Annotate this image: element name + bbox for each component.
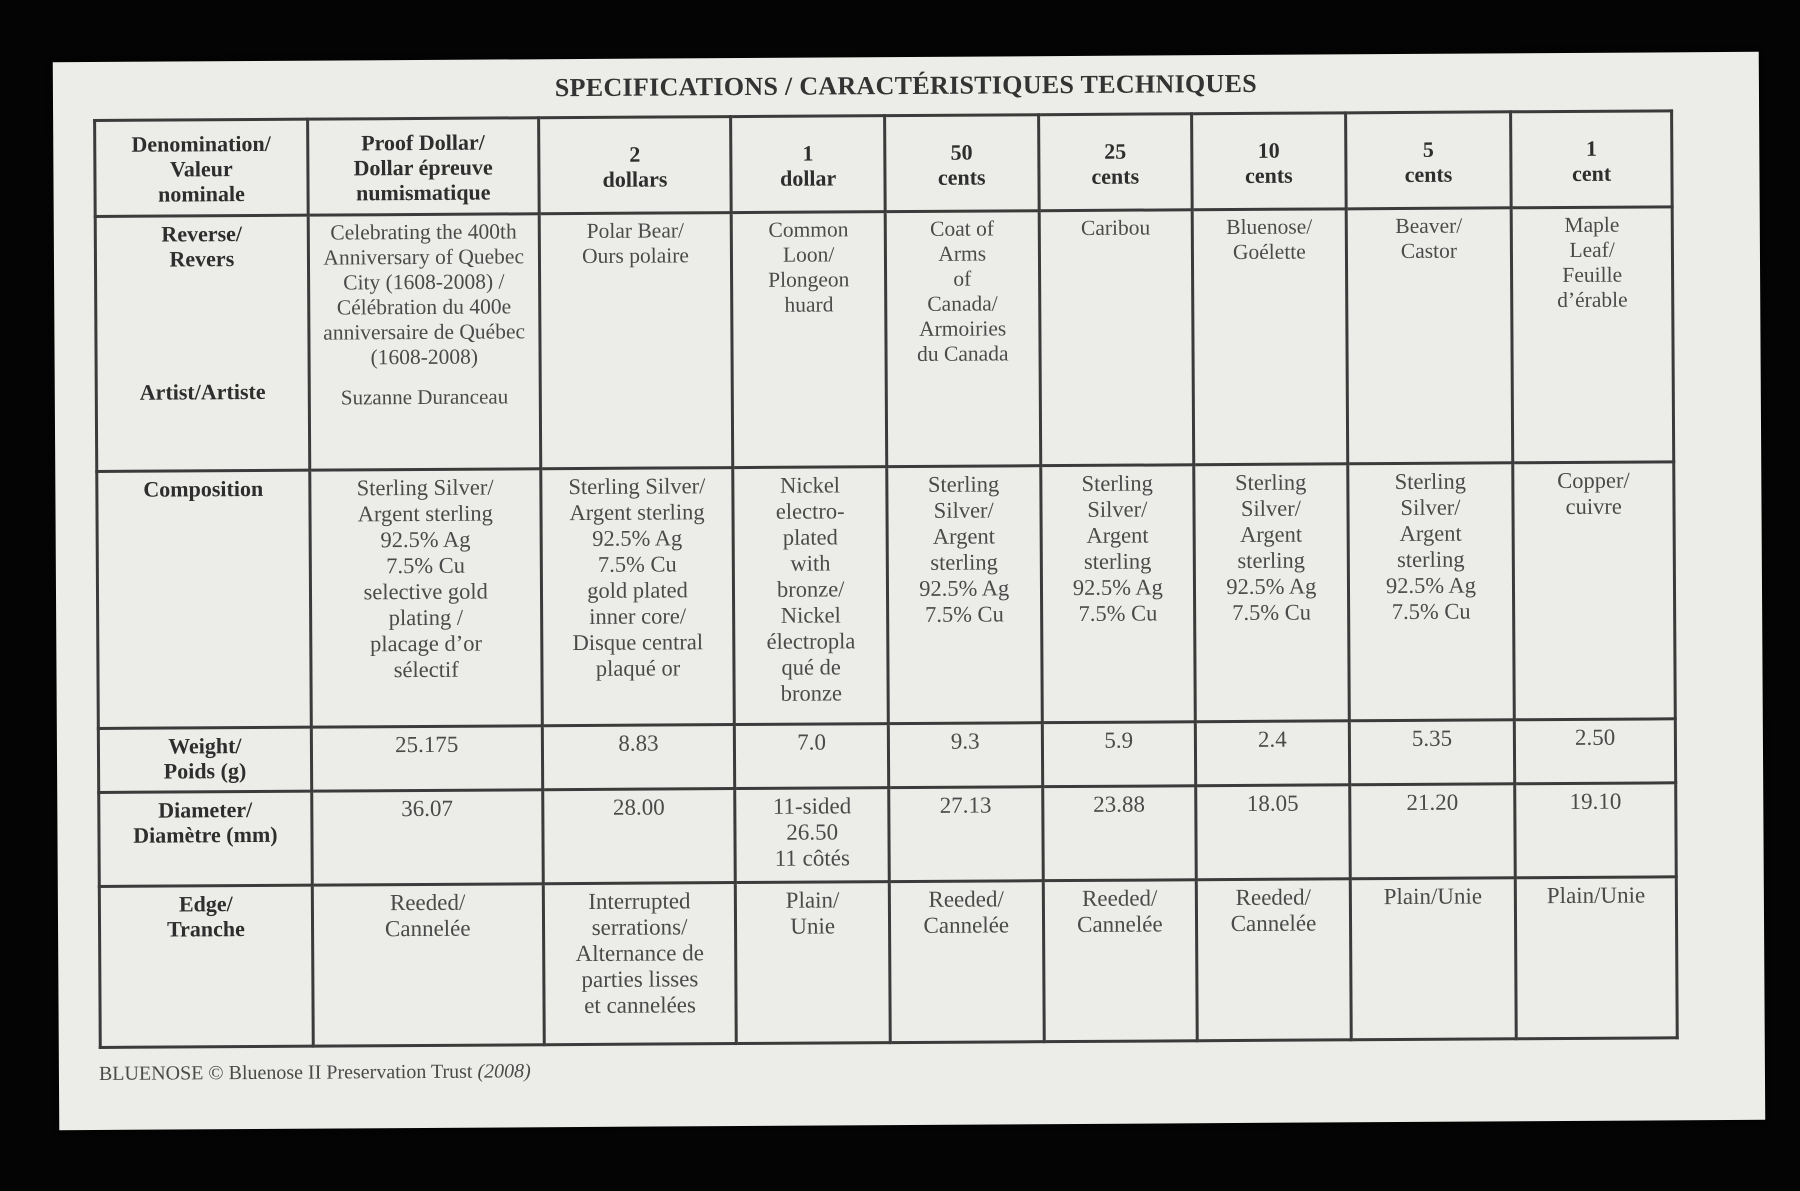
cell-reverse-1-cent: Maple Leaf/ Feuille d’érable [1511,207,1673,463]
cell-composition-25-cents: Sterling Silver/ Argent sterling 92.5% Ag 7.5% Cu [1040,465,1195,723]
cell-edge-25-cents: Reeded/ Cannelée [1043,880,1198,1042]
cell-composition-10-cents: Sterling Silver/ Argent sterling 92.5% Ag 7.5% Cu [1194,464,1349,722]
cell-reverse-proof-dollar: Celebrating the 400th Anniversary of Quebec City (1608-2008) / Célébration du 400e anniversaire de Québec (1608-2008) Suzanne Duranceau [308,214,540,470]
cell-weight-2-dollars: 8.83 [542,724,735,789]
specifications-table [93,109,1679,1049]
header-10-cents: 10 cents [1192,113,1346,210]
cell-reverse-25-cents: Caribou [1039,210,1194,466]
row-label-diameter: Diameter/ Diamètre (mm) [99,791,312,887]
cell-weight-10-cents: 2.4 [1195,721,1349,786]
cell-diameter-1-dollar: 11-sided 26.50 11 côtés [735,788,889,883]
cell-diameter-25-cents: 23.88 [1042,786,1196,881]
artist-name: Suzanne Duranceau [340,384,509,410]
cell-weight-25-cents: 5.9 [1042,722,1196,787]
cell-weight-1-cent: 2.50 [1515,719,1676,784]
row-edge [99,877,1677,1047]
row-label-edge: Edge/ Tranche [99,886,313,1048]
cell-diameter-10-cents: 18.05 [1196,785,1350,880]
copyright-year: (2008) [477,1060,531,1083]
cell-composition-50-cents: Sterling Silver/ Argent sterling 92.5% Ag 7.5% Cu [887,466,1042,724]
cell-edge-10-cents: Reeded/ Cannelée [1196,879,1351,1041]
cell-reverse-10-cents: Bluenose/ Goélette [1192,209,1347,465]
cell-weight-50-cents: 9.3 [888,723,1042,788]
header-proof-dollar: Proof Dollar/ Dollar épreuve numismatique [307,118,538,215]
cell-composition-proof-dollar: Sterling Silver/ Argent sterling 92.5% Ag 7.5% Cu selective gold plating / placage d’or sélectif [310,469,542,727]
row-weight [98,719,1675,793]
header-1-cent: 1 cent [1511,111,1672,208]
header-row [95,111,1673,217]
spec-card [53,52,1765,1130]
row-composition [97,462,1676,729]
cell-composition-1-cent: Copper/ cuivre [1513,462,1675,720]
copyright-text: BLUENOSE © Bluenose II Preservation Trust [98,1060,478,1085]
cell-edge-5-cents: Plain/Unie [1350,878,1517,1040]
cell-edge-proof-dollar: Reeded/ Cannelée [312,884,544,1046]
cell-reverse-2-dollars: Polar Bear/ Ours polaire [539,213,733,469]
header-50-cents: 50 cents [885,115,1039,212]
cell-edge-2-dollars: Interrupted serrations/ Alternance de parties lisses et cannelées [543,883,737,1045]
header-2-dollars: 2 dollars [538,117,731,214]
row-label-reverse: Reverse/ Revers Artist/Artiste [95,215,309,471]
row-label-artist: Artist/Artiste [139,378,266,405]
cell-diameter-1-cent: 19.10 [1515,783,1676,878]
header-25-cents: 25 cents [1038,114,1192,211]
cell-diameter-5-cents: 21.20 [1349,784,1515,879]
row-label-weight: Weight/ Poids (g) [98,727,311,793]
header-denomination: Denomination/ Valeur nominale [95,119,308,216]
row-label-composition: Composition [97,470,311,728]
cell-weight-5-cents: 5.35 [1349,720,1515,785]
page-title: SPECIFICATIONS / CARACTÉRISTIQUES TECHNIQUES [554,68,1258,103]
header-1-dollar: 1 dollar [731,116,885,213]
row-reverse [95,207,1674,472]
cell-diameter-2-dollars: 28.00 [542,789,735,885]
cell-edge-50-cents: Reeded/ Cannelée [889,881,1044,1043]
cell-diameter-proof-dollar: 36.07 [312,790,543,886]
cell-composition-1-dollar: Nickel electro- plated with bronze/ Nickel électropla qué de bronze [733,467,888,725]
cell-weight-proof-dollar: 25.175 [311,726,542,792]
cell-reverse-5-cents: Beaver/ Castor [1346,208,1513,464]
header-5-cents: 5 cents [1345,112,1511,209]
cell-weight-1-dollar: 7.0 [735,723,889,788]
cell-edge-1-dollar: Plain/ Unie [736,882,891,1044]
cell-diameter-50-cents: 27.13 [889,787,1043,882]
cell-composition-5-cents: Sterling Silver/ Argent sterling 92.5% Ag 7.5% Cu [1347,463,1514,721]
cell-reverse-1-dollar: Common Loon/ Plongeon huard [732,212,887,468]
cell-composition-2-dollars: Sterling Silver/ Argent sterling 92.5% Ag 7.5% Cu gold plated inner core/ Disque central plaqué or [540,467,734,725]
cell-edge-1-cent: Plain/Unie [1516,877,1678,1039]
cell-reverse-50-cents: Coat of Arms of Canada/ Armoiries du Canada [885,211,1040,467]
row-diameter [99,783,1677,887]
copyright-footer [99,1060,531,1086]
